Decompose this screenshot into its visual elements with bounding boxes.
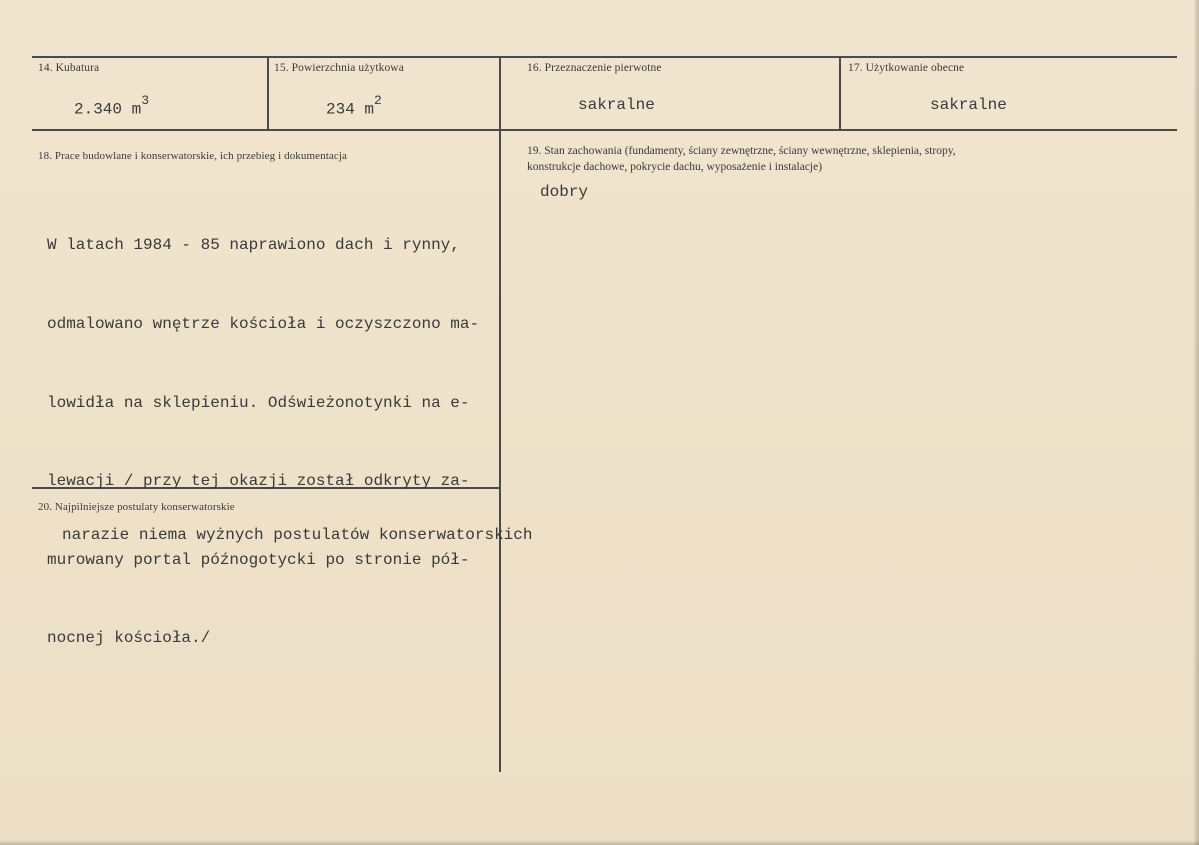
col-divider-14-15 xyxy=(267,56,269,131)
przeznaczenie-value: sakralne xyxy=(578,96,655,114)
right-edge-shadow xyxy=(1193,0,1199,845)
top-rule xyxy=(32,56,1177,58)
prace-line-5: murowany portal późnogotycki po stronie pół- xyxy=(47,550,470,569)
powierzchnia-exponent: 2 xyxy=(374,93,382,108)
kubatura-number: 2.340 m xyxy=(74,100,142,119)
stan-zachowania-value: dobry xyxy=(540,183,589,201)
prace-line-1: W latach 1984 - 85 naprawiono dach i rynny, xyxy=(47,236,460,255)
prace-text xyxy=(47,180,479,704)
stan-zachowania-label xyxy=(527,143,1087,175)
prace-line-3: lowidła na sklepieniu. Odświeżonotynki na e- xyxy=(47,393,470,412)
prace-line-4: lewacji / przy tej okazji został odkryty za- xyxy=(47,472,470,491)
powierzchnia-value xyxy=(326,93,382,119)
bottom-edge-shadow xyxy=(0,840,1199,845)
powierzchnia-number: 234 m xyxy=(326,100,375,119)
prace-label: 18. Prace budowlane i konserwatorskie, ich przebieg i dokumentacja xyxy=(38,150,347,162)
przeznaczenie-label: 16. Przeznaczenie pierwotne xyxy=(527,62,662,74)
prace-line-6: nocnej kościoła./ xyxy=(47,629,211,648)
kubatura-exponent: 3 xyxy=(141,93,150,108)
kubatura-value xyxy=(74,93,150,119)
postulaty-label: 20. Najpilniejsze postulaty konserwatorskie xyxy=(38,501,235,513)
row-divider-rule xyxy=(32,129,1177,131)
uzytkowanie-value: sakralne xyxy=(930,96,1007,114)
stan-zachowania-label-line-2: konstrukcje dachowe, pokrycie dachu, wyposażenie i instalacje) xyxy=(527,161,823,173)
postulaty-value: narazie niema wyżnych postulatów konserwatorskich xyxy=(62,526,533,544)
col-divider-main xyxy=(499,56,501,772)
kubatura-label: 14. Kubatura xyxy=(38,62,100,74)
stan-zachowania-label-line-1: 19. Stan zachowania (fundamenty, ściany zewnętrzne, ściany wewnętrzne, sklepienia, stropy, xyxy=(527,145,956,157)
prace-line-2: odmalowano wnętrze kościoła i oczyszczono ma- xyxy=(47,315,480,334)
col-divider-16-17 xyxy=(839,56,841,131)
powierzchnia-label: 15. Powierzchnia użytkowa xyxy=(274,62,404,74)
uzytkowanie-label: 17. Użytkowanie obecne xyxy=(848,62,965,74)
